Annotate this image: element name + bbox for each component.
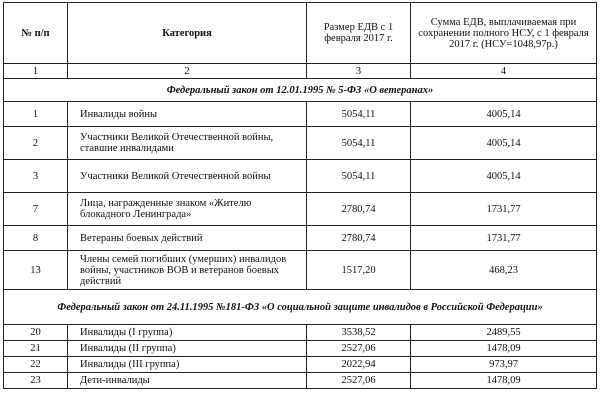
col-category-header: Категория <box>68 3 307 64</box>
row-num: 20 <box>4 325 68 341</box>
row-sum: 4005,14 <box>411 160 597 193</box>
row-category: Инвалиды (I группа) <box>68 325 307 341</box>
col-sum-header: Сумма ЕДВ, выплачиваемая при сохранении полного НСУ, с 1 февраля 2017 г. (НСУ=1048,97р.) <box>411 3 597 64</box>
row-sum: 1731,77 <box>411 226 597 251</box>
row-edv: 5054,11 <box>307 102 411 127</box>
table-row <box>4 226 597 251</box>
row-sum: 1478,09 <box>411 341 597 357</box>
table-row <box>4 160 597 193</box>
index-row <box>4 64 597 79</box>
row-category: Лица, награжденные знаком «Жителю блокадного Ленинграда» <box>68 193 307 226</box>
row-category: Ветераны боевых действий <box>68 226 307 251</box>
index-cell: 2 <box>68 64 307 79</box>
row-category: Участники Великой Отечественной войны <box>68 160 307 193</box>
table-row <box>4 341 597 357</box>
row-num: 3 <box>4 160 68 193</box>
row-num: 7 <box>4 193 68 226</box>
row-edv: 1517,20 <box>307 251 411 290</box>
index-cell: 4 <box>411 64 597 79</box>
edv-table <box>3 2 597 389</box>
row-edv: 3538,52 <box>307 325 411 341</box>
row-num: 22 <box>4 357 68 373</box>
row-category: Инвалиды войны <box>68 102 307 127</box>
row-num: 13 <box>4 251 68 290</box>
table-row <box>4 193 597 226</box>
row-sum: 1731,77 <box>411 193 597 226</box>
index-cell: 1 <box>4 64 68 79</box>
table-row <box>4 325 597 341</box>
index-cell: 3 <box>307 64 411 79</box>
row-edv: 2527,06 <box>307 341 411 357</box>
row-category: Инвалиды (III группа) <box>68 357 307 373</box>
row-edv: 5054,11 <box>307 127 411 160</box>
header-row <box>4 3 597 64</box>
row-category: Дети-инвалиды <box>68 373 307 389</box>
row-num: 8 <box>4 226 68 251</box>
row-edv: 2780,74 <box>307 193 411 226</box>
table-row <box>4 127 597 160</box>
row-num: 21 <box>4 341 68 357</box>
row-edv: 2527,06 <box>307 373 411 389</box>
row-num: 23 <box>4 373 68 389</box>
table-row <box>4 357 597 373</box>
section-law-title: Федеральный закон от 12.01.1995 № 5-ФЗ «О ветеранах» <box>4 79 597 102</box>
row-edv: 2022,94 <box>307 357 411 373</box>
section-law-title: Федеральный закон от 24.11.1995 №181-ФЗ «О социальной защите инвалидов в Российской Федерации» <box>4 290 597 325</box>
table-row <box>4 102 597 127</box>
row-sum: 4005,14 <box>411 127 597 160</box>
row-sum: 1478,09 <box>411 373 597 389</box>
row-category: Участники Великой Отечественной войны, ставшие инвалидами <box>68 127 307 160</box>
row-sum: 2489,55 <box>411 325 597 341</box>
row-category: Члены семей погибших (умерших) инвалидов войны, участников ВОВ и ветеранов боевых действий <box>68 251 307 290</box>
row-num: 1 <box>4 102 68 127</box>
row-category: Инвалиды (II группа) <box>68 341 307 357</box>
table-row <box>4 373 597 389</box>
section-law-row <box>4 290 597 325</box>
row-edv: 5054,11 <box>307 160 411 193</box>
table-row <box>4 251 597 290</box>
row-sum: 973,97 <box>411 357 597 373</box>
row-sum: 4005,14 <box>411 102 597 127</box>
row-edv: 2780,74 <box>307 226 411 251</box>
col-edv-header: Размер ЕДВ с 1 февраля 2017 г. <box>307 3 411 64</box>
row-num: 2 <box>4 127 68 160</box>
row-sum: 468,23 <box>411 251 597 290</box>
section-law-row <box>4 79 597 102</box>
col-num-header: № п/п <box>4 3 68 64</box>
